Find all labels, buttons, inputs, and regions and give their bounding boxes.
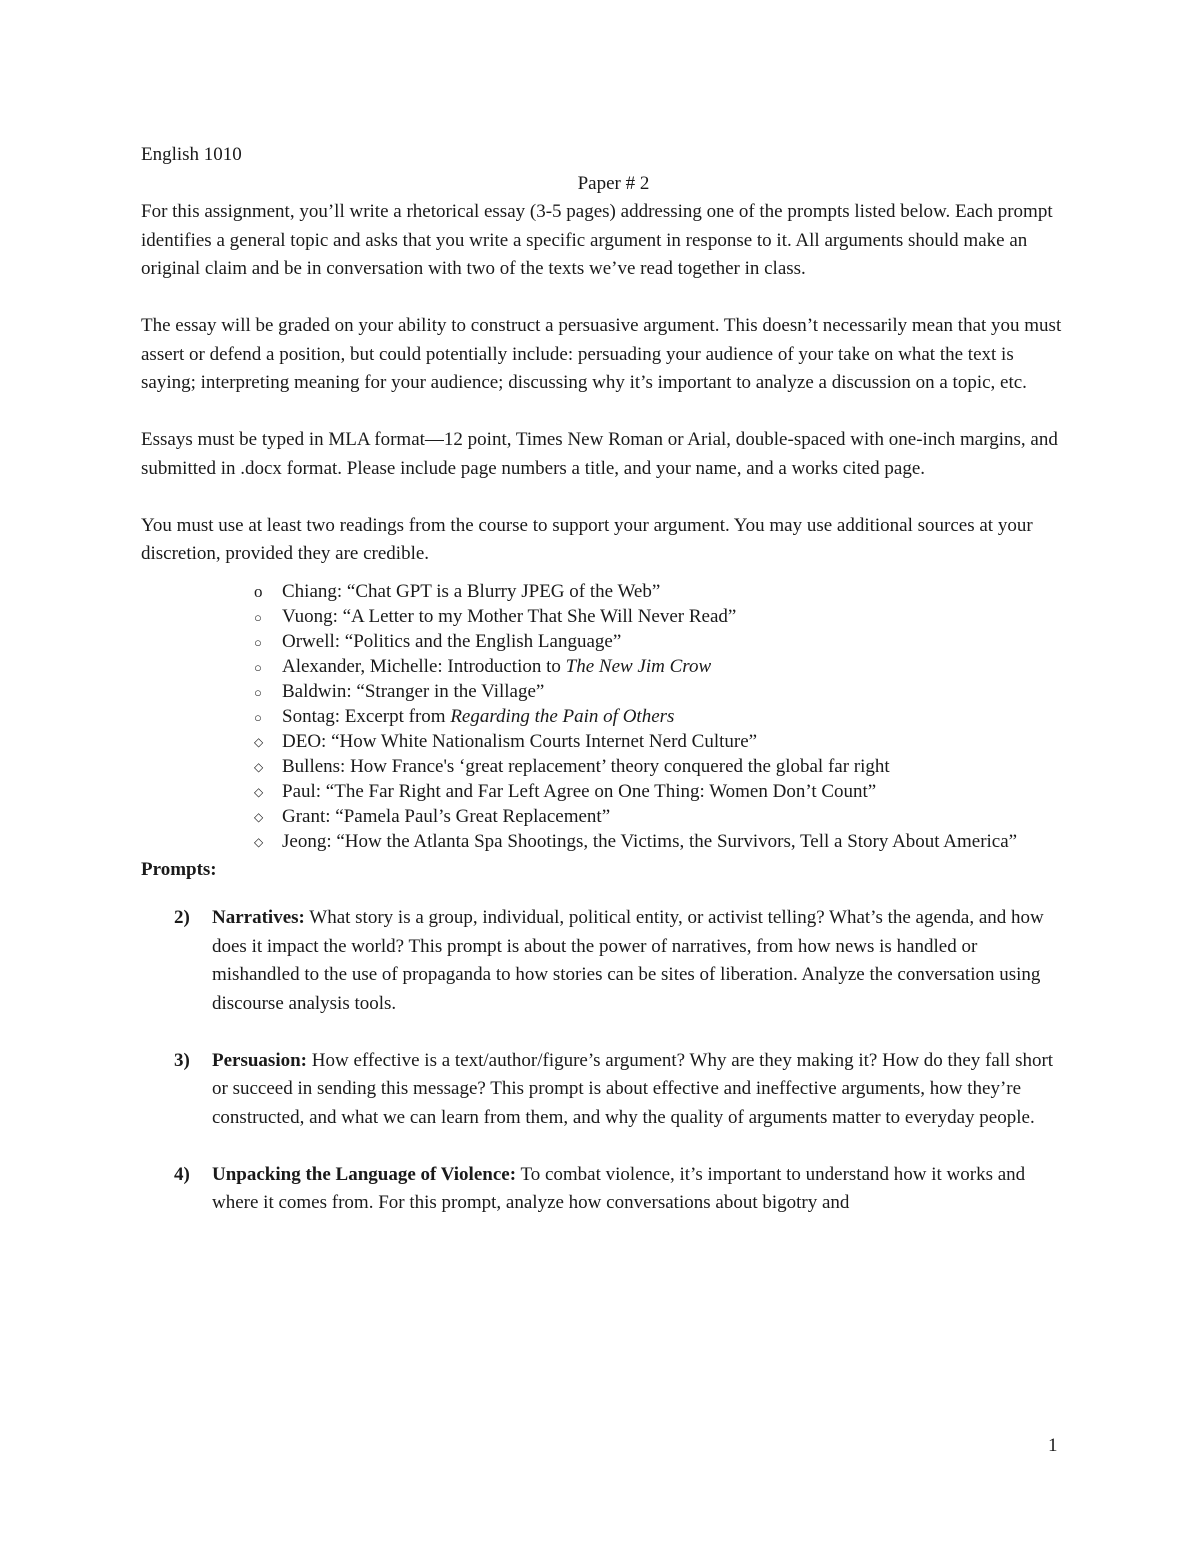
- reading-item: ○ Sontag: Excerpt from Regarding the Pain of Others: [255, 704, 1066, 729]
- reading-item: ○ Orwell: “Politics and the English Language”: [255, 629, 1066, 654]
- bullet-icon: ◇: [254, 759, 264, 774]
- bullet-icon: ◇: [254, 834, 264, 849]
- prompt-text: How effective is a text/author/figure’s argument? Why are they making it? How do they fall short or succeed in sending this message? This prompt is about effective and ineffective arguments, how they’re constructed, and what we can learn from them, and why the quality of arguments matter to everyday people.: [212, 1049, 1054, 1128]
- paragraph-readings: You must use at least two readings from the course to support your argument. You may use additional sources at your discretion, provided they are credible.: [141, 514, 1033, 564]
- reading-item: ○ Baldwin: “Stranger in the Village”: [255, 679, 1066, 704]
- bullet-icon: ○: [254, 634, 262, 650]
- paragraph-grading: The essay will be graded on your ability to construct a persuasive argument. This doesn’t necessarily mean that you must assert or defend a position, but could potentially include: persuading your audience of your take on what the text is saying; interpreting meaning for your audience; discussing why it’s important to analyze a discussion on a topic, etc.: [141, 315, 1062, 393]
- page-content: [141, 141, 1066, 1246]
- prompts-heading: Prompts:: [141, 858, 217, 880]
- reading-item: ○ Alexander, Michelle: Introduction to The New Jim Crow: [255, 654, 1066, 679]
- prompt-lead: Narratives:: [212, 907, 305, 928]
- prompt-number: 3): [174, 1049, 190, 1071]
- paper-title: Paper # 2: [577, 172, 650, 194]
- bullet-icon: ◇: [254, 809, 264, 824]
- paragraph-format: Essays must be typed in MLA format—12 point, Times New Roman or Arial, double-spaced with one-inch margins, and submitted in .docx format. Please include page numbers a title, and your name, and a works cited page.: [141, 429, 1058, 479]
- page-number: 1: [1048, 1435, 1058, 1456]
- bullet-icon: ○: [254, 684, 262, 700]
- bullet-icon: ○: [254, 659, 262, 675]
- reading-item: ◇ Jeong: “How the Atlanta Spa Shootings, the Victims, the Survivors, Tell a Story About America”: [255, 829, 1066, 854]
- prompt-lead: Persuasion:: [212, 1049, 307, 1071]
- prompt-text: To combat violence, it’s important to understand how it works and where it comes from. For this prompt, analyze how conversations about bigotry and: [212, 1163, 1026, 1213]
- prompt-number: 4): [174, 1163, 190, 1185]
- prompt-lead: Unpacking the Language of Violence:: [212, 1163, 517, 1185]
- prompt-item: [141, 904, 1066, 1018]
- bullet-icon: o: [254, 581, 263, 601]
- paragraph-assignment: For this assignment, you’ll write a rhetorical essay (3-5 pages) addressing one of the prompts listed below. Each prompt identifies a general topic and asks that you write a specific argument in response to it. All arguments should make an original claim and be in conversation with two of the texts we’ve read together in class.: [141, 201, 1053, 279]
- bullet-icon: ◇: [254, 734, 264, 749]
- bullet-icon: ○: [254, 709, 262, 725]
- prompt-item: [141, 1161, 1066, 1218]
- reading-item: ◇ DEO: “How White Nationalism Courts Internet Nerd Culture”: [255, 729, 1066, 754]
- course-name: English 1010: [141, 144, 242, 165]
- reading-item: ◇ Grant: “Pamela Paul’s Great Replacement”: [255, 804, 1066, 829]
- prompt-text: What story is a group, individual, political entity, or activist telling? What’s the agenda, and how does it impact the world? This prompt is about the power of narratives, from how news is handled or mishandled to the use of propaganda to how stories can be sites of liberation. Analyze the conversation using discourse analysis tools.: [212, 907, 1044, 1014]
- bullet-icon: ◇: [254, 784, 264, 799]
- bullet-icon: ○: [254, 609, 262, 625]
- prompts-list: [141, 904, 1066, 1218]
- reading-item: ◇ Paul: “The Far Right and Far Left Agree on One Thing: Women Don’t Count”: [255, 779, 1066, 804]
- reading-item: ○ Vuong: “A Letter to my Mother That She Will Never Read”: [255, 604, 1066, 629]
- reading-item: ◇ Bullens: How France's ‘great replacement’ theory conquered the global far right: [255, 754, 1066, 779]
- prompt-number: 2): [174, 907, 190, 928]
- reading-italic-title: Regarding the Pain of Others: [450, 705, 675, 727]
- reading-item: o Chiang: “Chat GPT is a Blurry JPEG of the Web”: [254, 580, 661, 602]
- readings-list: [141, 579, 1066, 854]
- reading-italic-title: The New Jim Crow: [565, 655, 712, 677]
- prompt-item: [141, 1047, 1066, 1133]
